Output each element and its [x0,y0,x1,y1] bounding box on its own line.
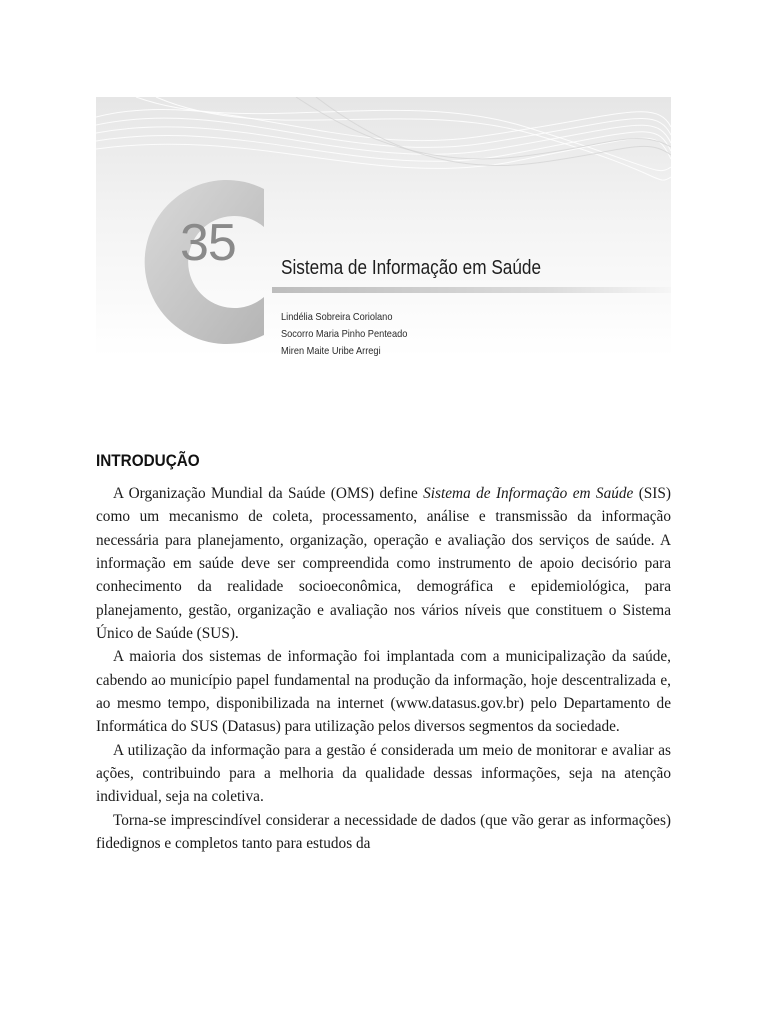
author-name: Lindélia Sobreira Coriolano [281,311,393,323]
body-text [96,482,671,856]
author-name: Socorro Maria Pinho Penteado [281,328,408,340]
paragraph: Torna-se imprescindível considerar a necessidade de dados (que vão gerar as informações) fidedignos e completos tanto para estudos da [96,811,671,853]
section-heading: INTRODUÇÃO [96,451,200,470]
paragraph: A Organização Mundial da Saúde (OMS) define Sistema de Informação em Saúde (SIS) como um mecanismo de coleta, processamento, análise e transmissão da informação necessária para planejamento, organização, operação e avaliação dos serviços de saúde. A informação em saúde deve ser compreendida como instrumento de apoio decisório para conhecimento da realidade socioeconômica, demográfica e epidemiológica, para planejamento, gestão, organização e avaliação nos vários níveis que constituem o Sistema Único de Saúde (SUS). [96,485,671,643]
emphasized-term: Sistema de Informação em Saúde [423,485,634,502]
paragraph: A utilização da informação para a gestão é considerada um meio de monitorar e avaliar as ações, contribuindo para a melhoria da qualidade dessas informações, seja na atenção individual, seja na coletiva. [96,741,671,806]
chapter-title: Sistema de Informação em Saúde [281,257,542,279]
paragraph: A maioria dos sistemas de informação foi implantada com a municipalização da saúde, cabendo ao município papel fundamental na produção da informação, hoje descentralizada e, ao mesmo tempo, disponibilizada na internet (www.datasus.gov.br) pelo Departamento de Informática do SUS (Datasus) para utilização pelos diversos segmentos da sociedade. [96,648,671,736]
chapter-banner [96,97,671,357]
author-list [281,309,501,357]
chapter-number: 35 [180,214,236,272]
author-name: Miren Maite Uribe Arregi [281,345,381,357]
